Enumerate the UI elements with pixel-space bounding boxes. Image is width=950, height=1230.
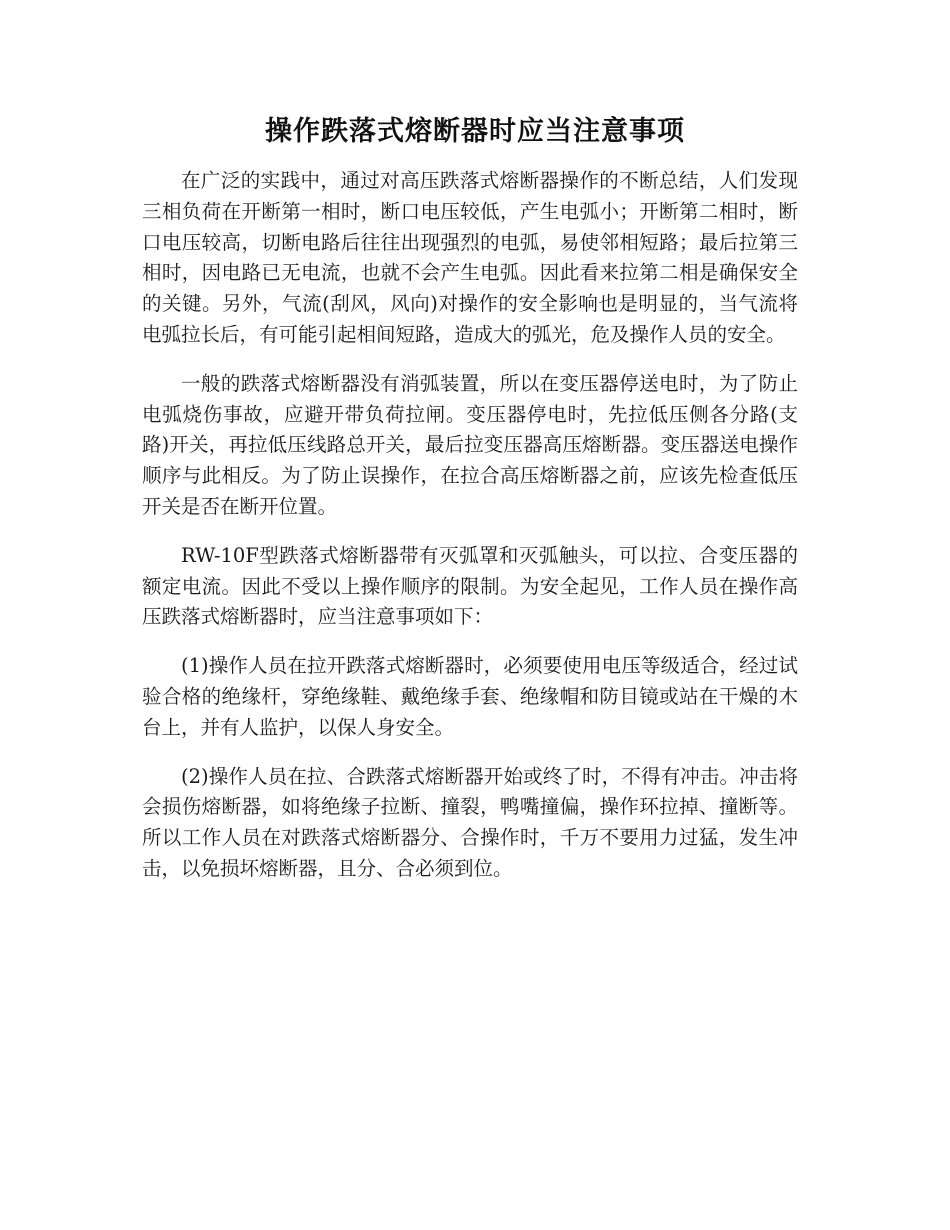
paragraph-3: RW-10F型跌落式熔断器带有灭弧罩和灭弧触头，可以拉、合变压器的额定电流。因此不受以上操作顺序的限制。为安全起见，工作人员在操作高压跌落式熔断器时，应当注意事项如下： [142, 543, 798, 629]
document-title: 操作跌落式熔断器时应当注意事项 [265, 116, 685, 147]
document-body [142, 166, 798, 903]
paragraph-4: (1)操作人员在拉开跌落式熔断器时，必须要使用电压等级适合，经过试验合格的绝缘杆，穿绝缘鞋、戴绝缘手套、绝缘帽和防目镜或站在干燥的木台上，并有人监护，以保人身安全。 [142, 654, 798, 739]
paragraph-1: 在广泛的实践中，通过对高压跌落式熔断器操作的不断总结，人们发现三相负荷在开断第一相时，断口电压较低，产生电弧小；开断第二相时，断口电压较高，切断电路后往往出现强烈的电弧，易使邻相短路；最后拉第三相时，因电路已无电流，也就不会产生电弧。因此看来拉第二相是确保安全的关键。另外，气流(刮风，风向)对操作的安全影响也是明显的，当气流将电弧拉长后，有可能引起相间短路，造成大的弧光，危及操作人员的安全。 [142, 169, 798, 346]
paragraph-5: (2)操作人员在拉、合跌落式熔断器开始或终了时，不得有冲击。冲击将会损伤熔断器，如将绝缘子拉断、撞裂，鸭嘴撞偏，操作环拉掉、撞断等。所以工作人员在对跌落式熔断器分、合操作时，千万不要用力过猛，发生冲击，以免损坏熔断器，且分、合必须到位。 [142, 764, 798, 880]
paragraph-2: 一般的跌落式熔断器没有消弧装置，所以在变压器停送电时，为了防止电弧烧伤事故，应避开带负荷拉闸。变压器停电时，先拉低压侧各分路(支路)开关，再拉低压线路总开关，最后拉变压器高压熔断器。变压器送电操作顺序与此相反。为了防止误操作，在拉合高压熔断器之前，应该先检查低压开关是否在断开位置。 [142, 371, 798, 518]
